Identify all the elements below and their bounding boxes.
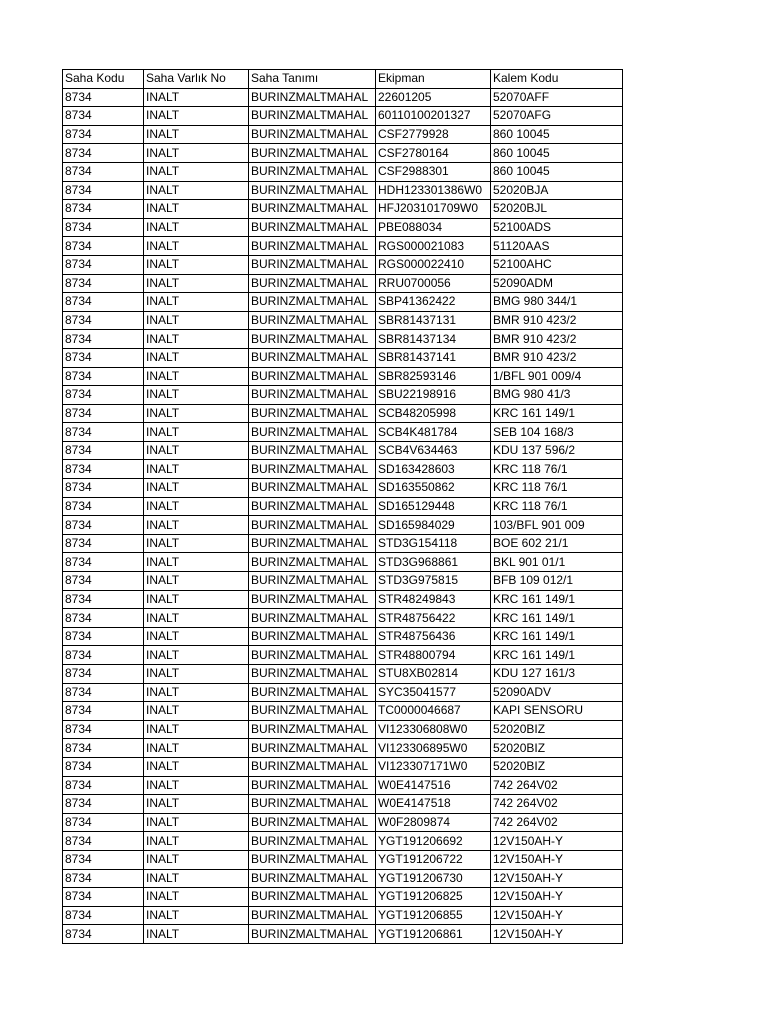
saha-tanimi-cell: BURINZMALTMAHAL <box>249 293 376 312</box>
header-saha-varlik-no: Saha Varlık No <box>144 70 249 89</box>
kalem-kodu-cell: 742 264V02 <box>491 795 623 814</box>
kalem-kodu-cell: BMR 910 423/2 <box>491 330 623 349</box>
ekipman-cell: SBR82593146 <box>376 367 491 386</box>
kalem-kodu-cell: 52070AFG <box>491 107 623 126</box>
saha-varlik-no-cell: INALT <box>144 144 249 163</box>
saha-kodu-cell: 8734 <box>63 757 144 776</box>
table-row <box>63 330 623 349</box>
kalem-kodu-cell: 52090ADM <box>491 274 623 293</box>
ekipman-cell: RGS000021083 <box>376 237 491 256</box>
saha-tanimi-cell: BURINZMALTMAHAL <box>249 181 376 200</box>
saha-kodu-cell: 8734 <box>63 720 144 739</box>
saha-varlik-no-cell: INALT <box>144 572 249 591</box>
saha-kodu-cell: 8734 <box>63 181 144 200</box>
saha-varlik-no-cell: INALT <box>144 757 249 776</box>
kalem-kodu-cell: 51120AAS <box>491 237 623 256</box>
saha-tanimi-cell: BURINZMALTMAHAL <box>249 162 376 181</box>
saha-kodu-cell: 8734 <box>63 516 144 535</box>
table-row <box>63 888 623 907</box>
table-row <box>63 479 623 498</box>
table-row <box>63 200 623 219</box>
kalem-kodu-cell: KAPI SENSORU <box>491 702 623 721</box>
saha-tanimi-cell: BURINZMALTMAHAL <box>249 702 376 721</box>
ekipman-cell: RGS000022410 <box>376 255 491 274</box>
kalem-kodu-cell: 52020BJA <box>491 181 623 200</box>
saha-tanimi-cell: BURINZMALTMAHAL <box>249 479 376 498</box>
table-row <box>63 125 623 144</box>
kalem-kodu-cell: KRC 161 149/1 <box>491 404 623 423</box>
table-body <box>63 88 623 943</box>
kalem-kodu-cell: 12V150AH-Y <box>491 906 623 925</box>
kalem-kodu-cell: KRC 118 76/1 <box>491 497 623 516</box>
table-row <box>63 925 623 944</box>
saha-tanimi-cell: BURINZMALTMAHAL <box>249 720 376 739</box>
saha-varlik-no-cell: INALT <box>144 218 249 237</box>
saha-tanimi-cell: BURINZMALTMAHAL <box>249 627 376 646</box>
saha-varlik-no-cell: INALT <box>144 646 249 665</box>
saha-tanimi-cell: BURINZMALTMAHAL <box>249 739 376 758</box>
kalem-kodu-cell: BMG 980 344/1 <box>491 293 623 312</box>
ekipman-cell: SCB4K481784 <box>376 423 491 442</box>
saha-kodu-cell: 8734 <box>63 367 144 386</box>
saha-kodu-cell: 8734 <box>63 293 144 312</box>
saha-tanimi-cell: BURINZMALTMAHAL <box>249 125 376 144</box>
kalem-kodu-cell: KRC 161 149/1 <box>491 646 623 665</box>
saha-varlik-no-cell: INALT <box>144 423 249 442</box>
table-row <box>63 572 623 591</box>
table-row <box>63 516 623 535</box>
saha-kodu-cell: 8734 <box>63 162 144 181</box>
ekipman-cell: STD3G154118 <box>376 534 491 553</box>
ekipman-cell: CSF2988301 <box>376 162 491 181</box>
table-row <box>63 237 623 256</box>
saha-tanimi-cell: BURINZMALTMAHAL <box>249 255 376 274</box>
saha-kodu-cell: 8734 <box>63 888 144 907</box>
kalem-kodu-cell: BOE 602 21/1 <box>491 534 623 553</box>
saha-varlik-no-cell: INALT <box>144 609 249 628</box>
kalem-kodu-cell: 52020BIZ <box>491 739 623 758</box>
ekipman-cell: HFJ203101709W0 <box>376 200 491 219</box>
table-row <box>63 813 623 832</box>
kalem-kodu-cell: 12V150AH-Y <box>491 925 623 944</box>
table-row <box>63 739 623 758</box>
saha-tanimi-cell: BURINZMALTMAHAL <box>249 460 376 479</box>
saha-tanimi-cell: BURINZMALTMAHAL <box>249 590 376 609</box>
saha-varlik-no-cell: INALT <box>144 497 249 516</box>
saha-tanimi-cell: BURINZMALTMAHAL <box>249 237 376 256</box>
table-row <box>63 534 623 553</box>
kalem-kodu-cell: 12V150AH-Y <box>491 869 623 888</box>
table-row <box>63 441 623 460</box>
kalem-kodu-cell: KRC 118 76/1 <box>491 479 623 498</box>
saha-tanimi-cell: BURINZMALTMAHAL <box>249 795 376 814</box>
saha-varlik-no-cell: INALT <box>144 386 249 405</box>
saha-tanimi-cell: BURINZMALTMAHAL <box>249 88 376 107</box>
ekipman-cell: CSF2779928 <box>376 125 491 144</box>
saha-kodu-cell: 8734 <box>63 88 144 107</box>
saha-tanimi-cell: BURINZMALTMAHAL <box>249 665 376 684</box>
kalem-kodu-cell: BMG 980 41/3 <box>491 386 623 405</box>
saha-varlik-no-cell: INALT <box>144 906 249 925</box>
saha-varlik-no-cell: INALT <box>144 348 249 367</box>
table-row <box>63 776 623 795</box>
kalem-kodu-cell: KDU 127 161/3 <box>491 665 623 684</box>
saha-varlik-no-cell: INALT <box>144 255 249 274</box>
header-row <box>63 70 623 89</box>
saha-tanimi-cell: BURINZMALTMAHAL <box>249 683 376 702</box>
saha-kodu-cell: 8734 <box>63 404 144 423</box>
table-row <box>63 702 623 721</box>
kalem-kodu-cell: 12V150AH-Y <box>491 888 623 907</box>
ekipman-cell: VI123307171W0 <box>376 757 491 776</box>
saha-kodu-cell: 8734 <box>63 590 144 609</box>
saha-tanimi-cell: BURINZMALTMAHAL <box>249 330 376 349</box>
table-row <box>63 497 623 516</box>
ekipman-cell: YGT191206692 <box>376 832 491 851</box>
kalem-kodu-cell: 52070AFF <box>491 88 623 107</box>
kalem-kodu-cell: BMR 910 423/2 <box>491 311 623 330</box>
ekipman-cell: SBR81437141 <box>376 348 491 367</box>
saha-varlik-no-cell: INALT <box>144 739 249 758</box>
table-row <box>63 404 623 423</box>
kalem-kodu-cell: 742 264V02 <box>491 813 623 832</box>
saha-varlik-no-cell: INALT <box>144 88 249 107</box>
ekipman-cell: W0E4147516 <box>376 776 491 795</box>
ekipman-cell: YGT191206861 <box>376 925 491 944</box>
saha-varlik-no-cell: INALT <box>144 888 249 907</box>
table-row <box>63 274 623 293</box>
table-row <box>63 850 623 869</box>
saha-tanimi-cell: BURINZMALTMAHAL <box>249 274 376 293</box>
ekipman-cell: STD3G975815 <box>376 572 491 591</box>
saha-kodu-cell: 8734 <box>63 683 144 702</box>
saha-kodu-cell: 8734 <box>63 627 144 646</box>
ekipman-cell: SD163428603 <box>376 460 491 479</box>
kalem-kodu-cell: KRC 161 149/1 <box>491 609 623 628</box>
table-row <box>63 646 623 665</box>
ekipman-cell: W0F2809874 <box>376 813 491 832</box>
ekipman-cell: SBR81437134 <box>376 330 491 349</box>
table-row <box>63 627 623 646</box>
kalem-kodu-cell: 52020BIZ <box>491 720 623 739</box>
saha-kodu-cell: 8734 <box>63 348 144 367</box>
saha-varlik-no-cell: INALT <box>144 367 249 386</box>
saha-tanimi-cell: BURINZMALTMAHAL <box>249 534 376 553</box>
table-row <box>63 590 623 609</box>
table-row <box>63 460 623 479</box>
saha-tanimi-cell: BURINZMALTMAHAL <box>249 367 376 386</box>
saha-varlik-no-cell: INALT <box>144 107 249 126</box>
saha-tanimi-cell: BURINZMALTMAHAL <box>249 776 376 795</box>
saha-varlik-no-cell: INALT <box>144 813 249 832</box>
saha-varlik-no-cell: INALT <box>144 162 249 181</box>
kalem-kodu-cell: KDU 137 596/2 <box>491 441 623 460</box>
saha-kodu-cell: 8734 <box>63 869 144 888</box>
saha-kodu-cell: 8734 <box>63 479 144 498</box>
saha-varlik-no-cell: INALT <box>144 404 249 423</box>
saha-varlik-no-cell: INALT <box>144 516 249 535</box>
saha-tanimi-cell: BURINZMALTMAHAL <box>249 386 376 405</box>
table-row <box>63 757 623 776</box>
ekipman-cell: RRU0700056 <box>376 274 491 293</box>
table-row <box>63 720 623 739</box>
saha-kodu-cell: 8734 <box>63 497 144 516</box>
saha-tanimi-cell: BURINZMALTMAHAL <box>249 553 376 572</box>
kalem-kodu-cell: BKL 901 01/1 <box>491 553 623 572</box>
ekipman-cell: PBE088034 <box>376 218 491 237</box>
saha-kodu-cell: 8734 <box>63 144 144 163</box>
saha-varlik-no-cell: INALT <box>144 795 249 814</box>
ekipman-cell: SD165129448 <box>376 497 491 516</box>
ekipman-cell: 60110100201327 <box>376 107 491 126</box>
saha-tanimi-cell: BURINZMALTMAHAL <box>249 906 376 925</box>
kalem-kodu-cell: 103/BFL 901 009 <box>491 516 623 535</box>
table-row <box>63 553 623 572</box>
ekipman-cell: TC0000046687 <box>376 702 491 721</box>
ekipman-cell: SBP41362422 <box>376 293 491 312</box>
saha-varlik-no-cell: INALT <box>144 850 249 869</box>
table-row <box>63 906 623 925</box>
saha-tanimi-cell: BURINZMALTMAHAL <box>249 888 376 907</box>
saha-kodu-cell: 8734 <box>63 646 144 665</box>
ekipman-cell: YGT191206730 <box>376 869 491 888</box>
saha-varlik-no-cell: INALT <box>144 293 249 312</box>
table-row <box>63 162 623 181</box>
saha-kodu-cell: 8734 <box>63 739 144 758</box>
ekipman-cell: SCB48205998 <box>376 404 491 423</box>
kalem-kodu-cell: 52020BIZ <box>491 757 623 776</box>
saha-kodu-cell: 8734 <box>63 237 144 256</box>
table-row <box>63 348 623 367</box>
table-row <box>63 144 623 163</box>
saha-varlik-no-cell: INALT <box>144 534 249 553</box>
saha-varlik-no-cell: INALT <box>144 869 249 888</box>
table-row <box>63 107 623 126</box>
saha-tanimi-cell: BURINZMALTMAHAL <box>249 441 376 460</box>
kalem-kodu-cell: SEB 104 168/3 <box>491 423 623 442</box>
saha-kodu-cell: 8734 <box>63 460 144 479</box>
kalem-kodu-cell: 12V150AH-Y <box>491 832 623 851</box>
saha-varlik-no-cell: INALT <box>144 590 249 609</box>
saha-kodu-cell: 8734 <box>63 441 144 460</box>
saha-varlik-no-cell: INALT <box>144 125 249 144</box>
saha-kodu-cell: 8734 <box>63 832 144 851</box>
saha-varlik-no-cell: INALT <box>144 441 249 460</box>
saha-varlik-no-cell: INALT <box>144 832 249 851</box>
saha-kodu-cell: 8734 <box>63 125 144 144</box>
kalem-kodu-cell: 1/BFL 901 009/4 <box>491 367 623 386</box>
ekipman-cell: YGT191206855 <box>376 906 491 925</box>
saha-varlik-no-cell: INALT <box>144 330 249 349</box>
ekipman-cell: YGT191206825 <box>376 888 491 907</box>
ekipman-cell: CSF2780164 <box>376 144 491 163</box>
saha-kodu-cell: 8734 <box>63 386 144 405</box>
table-row <box>63 311 623 330</box>
saha-varlik-no-cell: INALT <box>144 237 249 256</box>
saha-tanimi-cell: BURINZMALTMAHAL <box>249 311 376 330</box>
header-ekipman: Ekipman <box>376 70 491 89</box>
saha-varlik-no-cell: INALT <box>144 311 249 330</box>
saha-tanimi-cell: BURINZMALTMAHAL <box>249 497 376 516</box>
saha-varlik-no-cell: INALT <box>144 627 249 646</box>
table-row <box>63 869 623 888</box>
header-saha-kodu: Saha Kodu <box>63 70 144 89</box>
ekipman-cell: SBU22198916 <box>376 386 491 405</box>
saha-tanimi-cell: BURINZMALTMAHAL <box>249 404 376 423</box>
ekipman-cell: 22601205 <box>376 88 491 107</box>
kalem-kodu-cell: 52020BJL <box>491 200 623 219</box>
ekipman-cell: W0E4147518 <box>376 795 491 814</box>
kalem-kodu-cell: KRC 161 149/1 <box>491 627 623 646</box>
saha-kodu-cell: 8734 <box>63 925 144 944</box>
ekipman-cell: SYC35041577 <box>376 683 491 702</box>
saha-tanimi-cell: BURINZMALTMAHAL <box>249 925 376 944</box>
saha-kodu-cell: 8734 <box>63 107 144 126</box>
kalem-kodu-cell: BFB 109 012/1 <box>491 572 623 591</box>
saha-varlik-no-cell: INALT <box>144 720 249 739</box>
saha-varlik-no-cell: INALT <box>144 665 249 684</box>
saha-tanimi-cell: BURINZMALTMAHAL <box>249 572 376 591</box>
saha-kodu-cell: 8734 <box>63 553 144 572</box>
table-row <box>63 88 623 107</box>
equipment-table <box>62 69 623 944</box>
ekipman-cell: VI123306895W0 <box>376 739 491 758</box>
table-row <box>63 181 623 200</box>
saha-kodu-cell: 8734 <box>63 795 144 814</box>
ekipman-cell: SD165984029 <box>376 516 491 535</box>
ekipman-cell: STU8XB02814 <box>376 665 491 684</box>
table-row <box>63 609 623 628</box>
saha-kodu-cell: 8734 <box>63 572 144 591</box>
saha-tanimi-cell: BURINZMALTMAHAL <box>249 850 376 869</box>
table-row <box>63 293 623 312</box>
saha-tanimi-cell: BURINZMALTMAHAL <box>249 218 376 237</box>
saha-tanimi-cell: BURINZMALTMAHAL <box>249 200 376 219</box>
saha-kodu-cell: 8734 <box>63 702 144 721</box>
ekipman-cell: YGT191206722 <box>376 850 491 869</box>
kalem-kodu-cell: KRC 118 76/1 <box>491 460 623 479</box>
saha-varlik-no-cell: INALT <box>144 460 249 479</box>
saha-kodu-cell: 8734 <box>63 200 144 219</box>
table-row <box>63 665 623 684</box>
saha-tanimi-cell: BURINZMALTMAHAL <box>249 348 376 367</box>
kalem-kodu-cell: KRC 161 149/1 <box>491 590 623 609</box>
saha-varlik-no-cell: INALT <box>144 553 249 572</box>
table-row <box>63 795 623 814</box>
kalem-kodu-cell: 860 10045 <box>491 162 623 181</box>
table-row <box>63 367 623 386</box>
saha-varlik-no-cell: INALT <box>144 776 249 795</box>
ekipman-cell: SCB4V634463 <box>376 441 491 460</box>
table-row <box>63 255 623 274</box>
kalem-kodu-cell: 860 10045 <box>491 125 623 144</box>
saha-kodu-cell: 8734 <box>63 850 144 869</box>
saha-kodu-cell: 8734 <box>63 255 144 274</box>
saha-tanimi-cell: BURINZMALTMAHAL <box>249 516 376 535</box>
ekipman-cell: STR48249843 <box>376 590 491 609</box>
saha-varlik-no-cell: INALT <box>144 925 249 944</box>
saha-kodu-cell: 8734 <box>63 423 144 442</box>
saha-varlik-no-cell: INALT <box>144 702 249 721</box>
saha-varlik-no-cell: INALT <box>144 274 249 293</box>
saha-kodu-cell: 8734 <box>63 218 144 237</box>
kalem-kodu-cell: 52090ADV <box>491 683 623 702</box>
table-row <box>63 683 623 702</box>
saha-tanimi-cell: BURINZMALTMAHAL <box>249 423 376 442</box>
saha-kodu-cell: 8734 <box>63 534 144 553</box>
table-row <box>63 832 623 851</box>
kalem-kodu-cell: 52100ADS <box>491 218 623 237</box>
kalem-kodu-cell: 860 10045 <box>491 144 623 163</box>
table-row <box>63 386 623 405</box>
saha-varlik-no-cell: INALT <box>144 181 249 200</box>
saha-tanimi-cell: BURINZMALTMAHAL <box>249 813 376 832</box>
header-saha-tanimi: Saha Tanımı <box>249 70 376 89</box>
table-row <box>63 218 623 237</box>
saha-kodu-cell: 8734 <box>63 665 144 684</box>
saha-tanimi-cell: BURINZMALTMAHAL <box>249 869 376 888</box>
ekipman-cell: HDH123301386W0 <box>376 181 491 200</box>
saha-kodu-cell: 8734 <box>63 776 144 795</box>
saha-kodu-cell: 8734 <box>63 274 144 293</box>
saha-varlik-no-cell: INALT <box>144 200 249 219</box>
ekipman-cell: STR48756436 <box>376 627 491 646</box>
saha-kodu-cell: 8734 <box>63 609 144 628</box>
ekipman-cell: STR48756422 <box>376 609 491 628</box>
ekipman-cell: SBR81437131 <box>376 311 491 330</box>
saha-tanimi-cell: BURINZMALTMAHAL <box>249 757 376 776</box>
saha-varlik-no-cell: INALT <box>144 683 249 702</box>
ekipman-cell: STD3G968861 <box>376 553 491 572</box>
ekipman-cell: VI123306808W0 <box>376 720 491 739</box>
saha-tanimi-cell: BURINZMALTMAHAL <box>249 107 376 126</box>
kalem-kodu-cell: 52100AHC <box>491 255 623 274</box>
saha-kodu-cell: 8734 <box>63 906 144 925</box>
ekipman-cell: STR48800794 <box>376 646 491 665</box>
saha-tanimi-cell: BURINZMALTMAHAL <box>249 144 376 163</box>
kalem-kodu-cell: 742 264V02 <box>491 776 623 795</box>
saha-tanimi-cell: BURINZMALTMAHAL <box>249 609 376 628</box>
saha-tanimi-cell: BURINZMALTMAHAL <box>249 646 376 665</box>
ekipman-cell: SD163550862 <box>376 479 491 498</box>
saha-kodu-cell: 8734 <box>63 330 144 349</box>
table-row <box>63 423 623 442</box>
saha-varlik-no-cell: INALT <box>144 479 249 498</box>
kalem-kodu-cell: 12V150AH-Y <box>491 850 623 869</box>
header-kalem-kodu: Kalem Kodu <box>491 70 623 89</box>
saha-kodu-cell: 8734 <box>63 813 144 832</box>
saha-tanimi-cell: BURINZMALTMAHAL <box>249 832 376 851</box>
kalem-kodu-cell: BMR 910 423/2 <box>491 348 623 367</box>
saha-kodu-cell: 8734 <box>63 311 144 330</box>
